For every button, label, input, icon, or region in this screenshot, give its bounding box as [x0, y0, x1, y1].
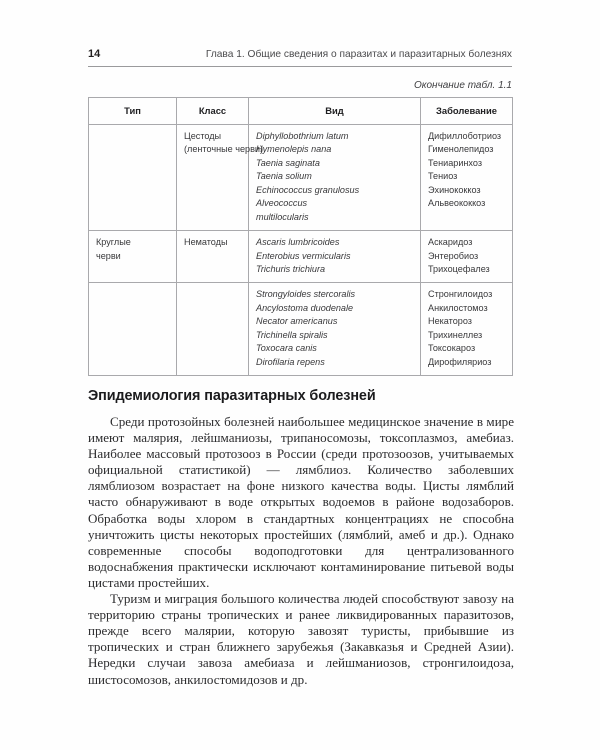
species-line: Dirofilaria repens [256, 356, 325, 367]
disease-line: Тениоз [428, 171, 458, 182]
type-line: черви [96, 250, 121, 261]
species-line: Strongyloides stercoralis [256, 289, 356, 300]
cell-disease [421, 124, 513, 230]
class-line: Нематоды [184, 237, 228, 248]
chapter-title: Глава 1. Общие сведения о паразитах и паразитарных болезнях [205, 49, 512, 60]
disease-line: Тениаринхоз [428, 157, 482, 168]
section-heading: Эпидемиология паразитарных болезней [88, 388, 376, 404]
cell-disease [421, 283, 513, 376]
disease-line: Аскаридоз [428, 237, 473, 248]
species-line: Echinococcus granulosus [256, 184, 360, 195]
species-line: Hymenolepis nana [256, 144, 332, 155]
disease-line: Энтеробиоз [428, 250, 479, 261]
class-line: (ленточные черви) [184, 144, 264, 155]
class-line: Цестоды [184, 130, 222, 141]
type-line: Круглые [96, 237, 131, 248]
disease-line: Трихоцефалез [428, 263, 490, 274]
table-caption: Окончание табл. 1.1 [414, 80, 512, 91]
table-header-row [89, 98, 513, 125]
table-row [89, 231, 513, 283]
cell-class [177, 283, 249, 376]
cell-type [89, 231, 177, 283]
running-head-rule [88, 66, 512, 67]
cell-disease [421, 231, 513, 283]
disease-line: Гименолепидоз [428, 144, 494, 155]
disease-line: Дифиллоботриоз [428, 130, 502, 141]
species-line: Trichuris trichiura [256, 263, 326, 274]
species-line: Necator americanus [256, 316, 338, 327]
cell-class [177, 124, 264, 230]
species-line: Taenia solium [256, 171, 312, 182]
page-number: 14 [88, 48, 101, 60]
species-line: Alveococcus [256, 198, 308, 209]
disease-line: Стронгилоидоз [428, 289, 493, 300]
species-line: Trichinella spiralis [256, 329, 328, 340]
disease-line: Трихинеллез [428, 329, 483, 340]
paragraph: Туризм и миграция большого количества людей способствуют завозу на территорию страны тропических и ранее ликвидированных паразитозов, прежде всего малярии, которую завозят туристы, прибывшие из тропических и стран ближнего зарубежья (Закавказья и Средней Азии). Нередки случаи завоза амебиаза и лейшманиозов, стронгилоидоза, шистосомозов, анкилостомидозов и др. [88, 591, 514, 687]
column-header-class: Класс [177, 98, 249, 125]
cell-class [177, 231, 249, 283]
disease-line: Некатороз [428, 316, 472, 327]
table-row [89, 124, 513, 230]
column-header-type: Тип [89, 98, 177, 125]
cell-type [89, 124, 177, 230]
column-header-disease: Заболевание [421, 98, 513, 125]
species-line: Taenia saginata [256, 157, 320, 168]
species-line: Toxocara canis [256, 343, 317, 354]
column-header-species: Вид [249, 98, 421, 125]
cell-species [249, 124, 421, 230]
disease-line: Токсокароз [428, 343, 476, 354]
disease-line: Эхинококкоз [428, 184, 481, 195]
species-line: multilocularis [256, 211, 309, 222]
cell-species [249, 231, 421, 283]
disease-line: Анкилостомоз [428, 302, 488, 313]
species-line: Ancylostoma duodenale [256, 302, 354, 313]
body-text [88, 414, 514, 688]
species-line: Ascaris lumbricoides [256, 237, 340, 248]
paragraph: Среди протозойных болезней наибольшее медицинское значение в мире имеют малярия, лейшманиозы, трипаносомозы, токсоплазмоз, амебиаз. Наиболее массовый протозооз в России (среди протозоозов, учитываемых официальной статистикой) — лямблиоз. Количество заболевших лямблиозом возрастает на фоне низкого качества воды. Цисты лямблий часто обнаруживают в воде открытых водоемов в районе водозаборов. Обработка воды хлором в стандартных концентрациях не способна уничтожить цисты некоторых простейших (лямблий, амеб и др.). Однако современные способы водоподготовки для централизованного водоснабжения практически исключают контаминирование питьевой воды цистами простейших. [88, 414, 514, 590]
species-line: Diphyllobothrium latum [256, 130, 349, 141]
table-row [89, 283, 513, 376]
cell-species [249, 283, 421, 376]
cell-type [89, 283, 177, 376]
parasite-table-container [88, 97, 512, 376]
running-head [88, 48, 512, 66]
disease-line: Альвеококкоз [428, 198, 486, 209]
disease-line: Дирофиляриоз [428, 356, 492, 367]
parasite-table [88, 97, 513, 376]
species-line: Enterobius vermicularis [256, 250, 351, 261]
